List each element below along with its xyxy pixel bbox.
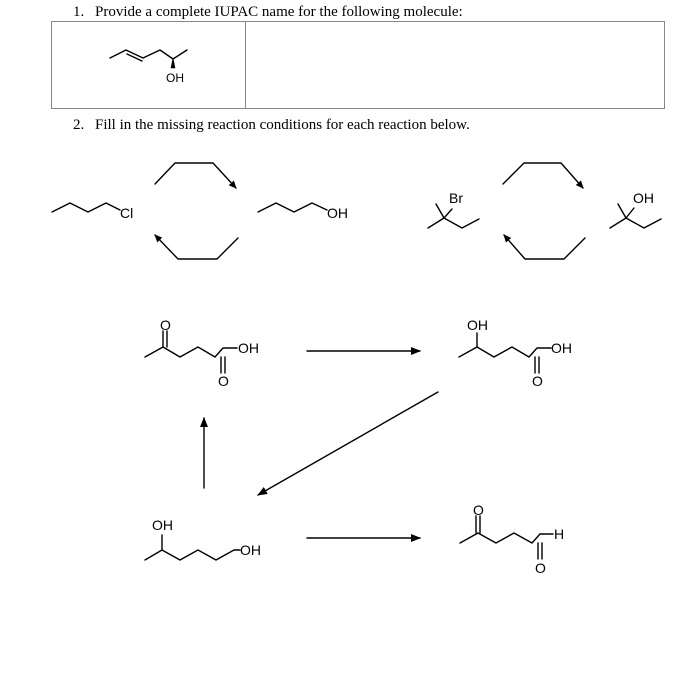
q1-molecule: [110, 50, 187, 68]
br-label: Br: [449, 190, 463, 206]
diol-oh-label: OH: [152, 517, 173, 533]
butanol-molecule: [258, 203, 327, 212]
question-1-text: Provide a complete IUPAC name for the following molecule:: [95, 4, 463, 20]
hydroxyacid-o-label: O: [532, 373, 543, 389]
hydroxypentanoic-acid-molecule: [459, 333, 551, 373]
hydroxyacid-oh-label: OH: [551, 340, 572, 356]
butanol-oh-label: OH: [327, 205, 348, 221]
hydroxy-oh-label: OH: [467, 317, 488, 333]
question-2-text: Fill in the missing reaction conditions for each reaction below.: [95, 117, 470, 133]
ketone-o-label: O: [160, 317, 171, 333]
acid-oh-label: OH: [238, 340, 259, 356]
pentanediol-molecule: [145, 535, 240, 560]
oxopentanal-ketone-o-label: O: [473, 502, 484, 518]
cl-label: Cl: [120, 205, 134, 221]
arrow-hydroxyacid-to-diol: [258, 392, 438, 495]
bromomethylbutane-molecule: [428, 204, 479, 228]
equilibrium-arrows-2: [503, 163, 585, 259]
diol-terminal-oh-label: OH: [240, 542, 261, 558]
methylbutanol-oh-label: OH: [633, 190, 654, 206]
acid-o-label: O: [218, 373, 229, 389]
equilibrium-arrows-1: [155, 163, 238, 259]
oxopentanal-molecule: [460, 516, 553, 559]
chlorobutane-molecule: [52, 203, 120, 212]
aldehyde-h-label: H: [554, 526, 565, 542]
methylbutanol-molecule: [610, 204, 661, 228]
question-1-number: 1.: [73, 4, 85, 20]
aldehyde-o-label: O: [535, 560, 546, 576]
q1-oh-label: OH: [166, 71, 184, 85]
question-2-number: 2.: [73, 117, 85, 133]
oxopentanoic-acid-molecule: [145, 331, 237, 373]
